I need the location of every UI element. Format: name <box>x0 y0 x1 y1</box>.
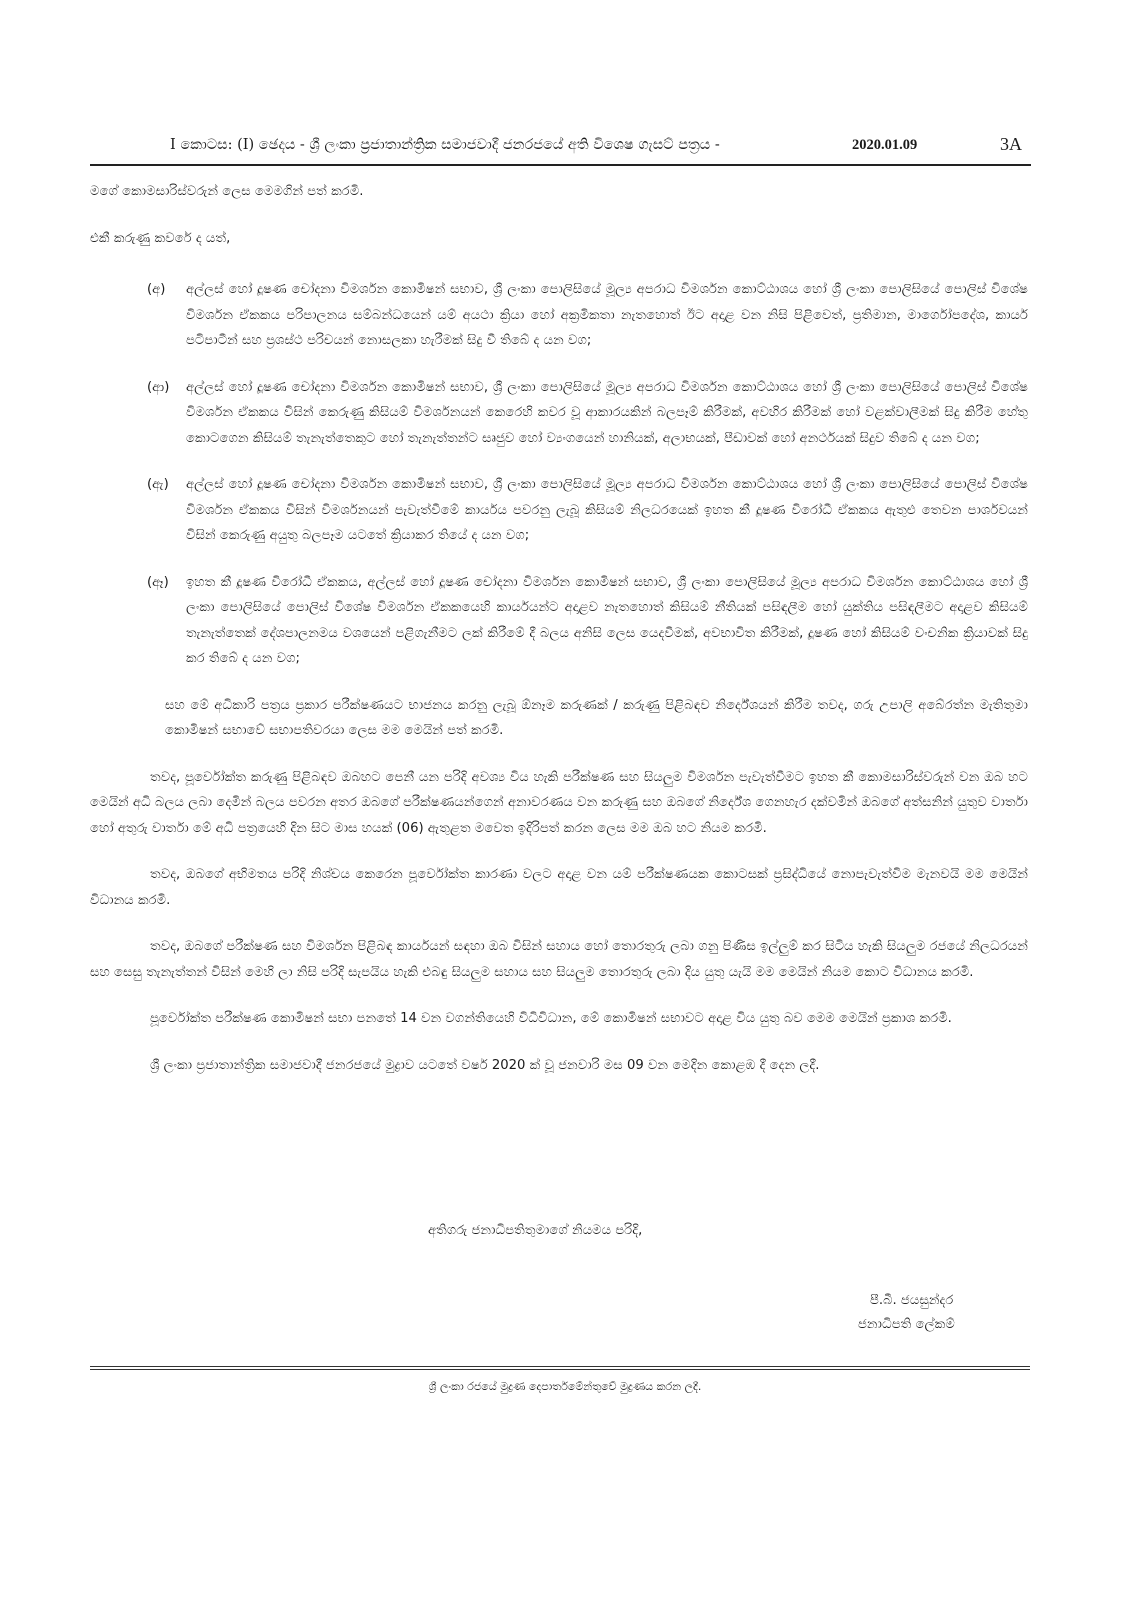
paragraph-seal: ශ්‍රී ලංකා ප්‍රජාතාන්ත්‍රික සමාජවාදී ජනරජයේ මුද්‍රාව යටතේ වර්ෂ 2020 ක් වූ ජනවාරි මස 09 වන මෙදින කොළඹ දී දෙන ලදී. <box>150 1057 820 1073</box>
clause-label: (ආ) <box>147 379 170 395</box>
footer-divider <box>90 1369 1030 1370</box>
footer-divider <box>90 1366 1030 1367</box>
clause-label: (ඇ) <box>147 477 169 492</box>
paragraph-assistance: තවද, ඔබගේ පරීක්ෂණ සහ විමර්ශන පිළිබඳ කාර්යයන් සඳහා ඔබ විසින් සහාය හෝ තොරතුරු ලබා ගනු පිණිස ඉල්ලුම් කර සිටිය හැකි සියලුම රජයේ නිලධරයන් සහ සෙසු තැනැත්තන් විසින් මෙහි ලා නිසි පරිදි සැපයිය හැකි එබඳු සියලුම සහාය සහ සියලුම තොරතුරු ලබා දිය යුතු යැයි මම මෙයින් නියම කොට විධානය කරමි. <box>90 939 1028 980</box>
clause-aa <box>90 375 1028 452</box>
clause-text: ඉහත කී දූෂණ විරෝධී ඒකකය, අල්ලස් හෝ දූෂණ චෝදනා විමර්ශන කොමිෂන් සභාව, ශ්‍රී ලංකා පොලිසියේ මූල්‍ය අපරාධ විමර්ශන කොට්ඨාශය හෝ ශ්‍රී ලංකා පොලිසියේ පොලිස් විශේෂ විමර්ශන ඒකකයෙහි කාර්යයන්ට අදාළව නැතහොත් කිසියම් නීතියක් පසිඳලීම හෝ යුක්තිය පසිඳලීමට අදාළව කිසියම් තැනැත්තෙක් දේශපාලනමය වශයෙන් පළිගැනීමට ලක් කිරීමේ දී බලය අනිසි ලෙස යෙදවීමක්, අවභාවිත කිරීමක්, දූෂණ හෝ කිසියම් වංචනික ක්‍රියාවක් සිදු කර තිබේ ද යන වග; <box>186 574 1028 666</box>
page-number: 3A <box>1000 134 1022 154</box>
page-header <box>90 133 1030 161</box>
gazette-title: I කොටස: (I) ඡෙදය - ශ්‍රී ලංකා ප්‍රජාතාන්ත්‍රික සමාජවාදී ජනරජයේ අති විශෙෂ ගැසට් පත්‍රය - <box>170 137 720 153</box>
header-divider <box>90 164 1031 166</box>
paragraph-reporting: තවද, පූර්වෝක්ත කරුණු පිළිබඳව ඔබහට පෙනී යන පරිදි අවශ්‍ය විය හැකි පරීක්ෂණ සහ සියලුම විමර්ශන පැවැත්වීමට ඉහත කී කොමසාරිස්වරුන් වන ඔබ හට මෙයින් අධි බලය ලබා දෙමින් බලය පවරන අතර ඔබගේ පරීක්ෂණයන්ගෙන් අනාවරණය වන කරුණු සහ ඔබගේ නිර්දේශ ගෙනහැර දක්වමින් ඔබගේ අත්සනින් යුතුව වාර්තා හෝ අතුරු වාර්තා මේ අධි පත්‍රයෙහි දින සිට මාස හයක් (06) ඇතුළත මවෙත ඉදිරිපත් කරන ලෙස මම ඔබ හට නියම කරමි. <box>90 769 1028 836</box>
clause-aae <box>90 570 1028 672</box>
clause-label: (අ) <box>147 282 166 297</box>
intro-line-1: මගේ කොමසාරිස්වරුන් ලෙස මෙමගින් පත් කරමි. <box>90 184 364 199</box>
signature-by-order: අතිගරු ජනාධිපතිතුමාගේ නියමය පරිදි, <box>428 1223 643 1238</box>
gazette-date: 2020.01.09 <box>852 137 918 153</box>
clause-text: අල්ලස් හෝ දූෂණ චෝදනා විමර්ශන කොමිෂන් සභාව, ශ්‍රී ලංකා පොලිසියේ මූල්‍ය අපරාධ විමර්ශන කොට්ඨාශය හෝ ශ්‍රී ලංකා පොලිසියේ පොලිස් විශේෂ විමර්ශන ඒකකය පරිපාලනය සම්බන්ධයෙන් යම් අයථා ක්‍රියා හෝ අක්‍රමිකතා නැතහොත් ඊට අදාළ වන නිසි පිළිවෙත්, ප්‍රතිමාන, මාර්ගෝපදේශ, කාර්ය පටිපාටීන් සහ ප්‍රශස්ථ පරිචයන් නොසලකා හැරීමක් සිදු වී තිබේ ද යන වග; <box>186 282 1028 348</box>
document-body <box>90 179 1028 1099</box>
intro-line-2: එකී කරුණු කවරේ ද යත්, <box>90 230 231 246</box>
paragraph-recommendations: සහ මේ අධිකාරි පත්‍රය ප්‍රකාර පරීක්ෂණයට භාජනය කරනු ලැබූ ඕනෑම කරුණක් / කරුණු පිළිබඳව නිර්දේශයන් කිරීම තවද, ගරු උපාලි අබේරත්න මැතිතුමා කොමිෂන් සභාවේ සභාපතිවරයා ලෙස මම මෙයින් පත් කරමි. <box>165 697 1028 738</box>
clause-text: අල්ලස් හෝ දූෂණ චෝදනා විමර්ශන කොමිෂන් සභාව, ශ්‍රී ලංකා පොලිසියේ මූල්‍ය අපරාධ විමර්ශන කොට්ඨාශය හෝ ශ්‍රී ලංකා පොලිසියේ පොලිස් විශේෂ විමර්ශන ඒකකය විසින් විමර්ශනයන් පැවැත්වීමේ කාර්යය පවරනු ලැබූ කිසියම් නිලධරයෙක් ඉහත කී දූෂණ විරෝධී ඒකකය ඇතුළු තෙවන පාර්ශවයන් විසින් කෙරුණු අයුතු බලපෑම යටතේ ක්‍රියාකර තියේ ද යන වග; <box>186 477 1028 543</box>
printer-credit: ශ්‍රී ලංකා රජයේ මුද්‍රණ දෙපාර්තමේන්තුවේ මුද්‍රණය කරන ලදී. <box>428 1380 702 1393</box>
paragraph-private-hearing: තවද, ඔබගේ අභිමතය පරිදි නිශ්චය කෙරෙන පූර්වෝක්ත කාරණා වලට අදාළ වන යම් පරීක්ෂණයක කොටසක් ප්‍රසිද්ධියේ නොපැවැත්විම මැනවයි මම මෙයින් විධානය කරමි. <box>90 867 1028 908</box>
clause-a <box>90 277 1028 354</box>
clause-label: (ඈ) <box>147 574 169 590</box>
signatory-title: ජනාධිපති ලේකම් <box>858 1317 955 1332</box>
clause-ae <box>90 472 1028 549</box>
clause-text: අල්ලස් හෝ දූෂණ චෝදනා විමර්ශන කොමිෂන් සභාව, ශ්‍රී ලංකා පොලිසියේ මූල්‍ය අපරාධ විමර්ශන කොට්ඨාශය හෝ ශ්‍රී ලංකා පොලිසියේ පොලිස් විශේෂ විමර්ශන ඒකකය විසින් කෙරුණු කිසියම් විමර්ශනයන් කෙරෙහි කවර වූ ආකාරයකින් බලපෑම් කිරීමක්, අවහිර කිරීමක් හෝ වළක්වාලීමක් සිදු කිරීම හේතු කොටගෙන කිසියම් තැනැත්තෙකුට හෝ තැනැත්තන්ට සෘජුව හෝ ව්‍යංගයෙන් හානියක්, අලාභයක්, පීඩාවක් හෝ අනර්ථයක් සිදුව තිබේ ද යන වග; <box>186 379 1028 446</box>
signatory-name: පී.බී. ජයසුන්දර <box>870 1293 954 1308</box>
paragraph-section-14: පූර්වෝක්ත පරීක්ෂණ කොමිෂන් සභා පනතේ 14 වන වගන්තියෙහි විධිවිධාන, මේ කොමිෂන් සභාවට අදාළ විය යුතු බව මෙම මෙයින් ප්‍රකාශ කරමි. <box>150 1011 952 1026</box>
